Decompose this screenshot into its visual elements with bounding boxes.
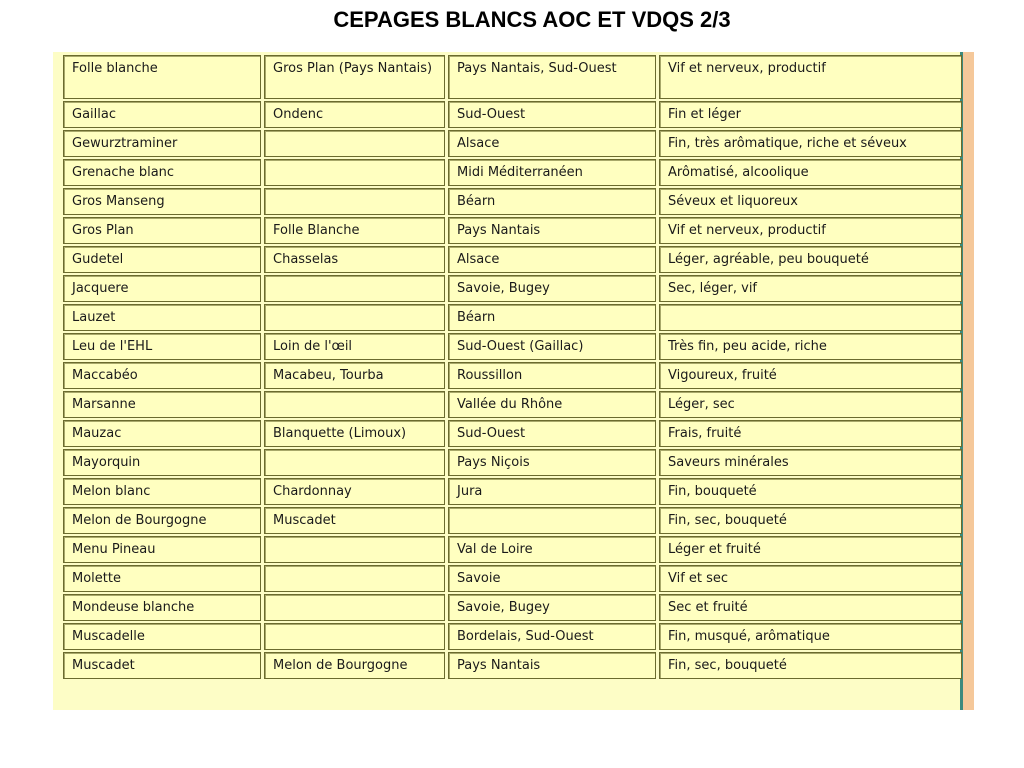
cell-cepage: Grenache blanc [63,159,261,186]
cell-cepage: Mayorquin [63,449,261,476]
cell-synonyme [264,130,445,157]
cell-cepage: Lauzet [63,304,261,331]
table-row [63,391,962,418]
cell-cepage: Gudetel [63,246,261,273]
cell-region: Vallée du Rhône [448,391,656,418]
cell-region: Alsace [448,130,656,157]
cell-region: Pays Nantais [448,217,656,244]
cell-caractere: Fin, très arômatique, riche et séveux [659,130,962,157]
cell-caractere: Séveux et liquoreux [659,188,962,215]
cell-synonyme: Gros Plan (Pays Nantais) [264,55,445,99]
grape-table [60,53,965,681]
cell-cepage: Gros Plan [63,217,261,244]
cell-cepage: Mauzac [63,420,261,447]
cell-region: Val de Loire [448,536,656,563]
cell-synonyme: Chasselas [264,246,445,273]
cell-synonyme [264,449,445,476]
cell-synonyme [264,391,445,418]
cell-cepage: Leu de l'EHL [63,333,261,360]
cell-region: Sud-Ouest [448,420,656,447]
cell-cepage: Marsanne [63,391,261,418]
cell-synonyme: Blanquette (Limoux) [264,420,445,447]
table-row [63,449,962,476]
cell-caractere: Saveurs minérales [659,449,962,476]
cell-synonyme: Macabeu, Tourba [264,362,445,389]
cell-synonyme [264,536,445,563]
table-row [63,623,962,650]
cell-caractere: Léger et fruité [659,536,962,563]
cell-caractere: Léger, agréable, peu bouqueté [659,246,962,273]
cell-region: Pays Niçois [448,449,656,476]
table-row [63,55,962,99]
cell-caractere: Sec et fruité [659,594,962,621]
cell-cepage: Muscadelle [63,623,261,650]
cell-region: Savoie, Bugey [448,594,656,621]
cell-caractere: Très fin, peu acide, riche [659,333,962,360]
cell-cepage: Menu Pineau [63,536,261,563]
cell-region: Pays Nantais [448,652,656,679]
cell-caractere: Vigoureux, fruité [659,362,962,389]
table-row [63,304,962,331]
table-row [63,333,962,360]
cell-caractere: Arômatisé, alcoolique [659,159,962,186]
table-row [63,420,962,447]
cell-cepage: Molette [63,565,261,592]
grape-table-body [63,55,962,679]
cell-caractere: Fin, bouqueté [659,478,962,505]
table-row [63,565,962,592]
cell-region: Béarn [448,304,656,331]
cell-cepage: Melon blanc [63,478,261,505]
cell-region: Sud-Ouest [448,101,656,128]
cell-caractere: Fin, sec, bouqueté [659,507,962,534]
cell-cepage: Melon de Bourgogne [63,507,261,534]
cell-caractere: Frais, fruité [659,420,962,447]
table-row [63,188,962,215]
cell-synonyme: Loin de l'œil [264,333,445,360]
cell-region [448,507,656,534]
cell-region: Béarn [448,188,656,215]
table-row [63,217,962,244]
cell-region: Roussillon [448,362,656,389]
cell-synonyme: Chardonnay [264,478,445,505]
cell-region: Savoie, Bugey [448,275,656,302]
cell-synonyme: Ondenc [264,101,445,128]
cell-cepage: Mondeuse blanche [63,594,261,621]
table-row [63,275,962,302]
cell-caractere: Sec, léger, vif [659,275,962,302]
table-row [63,362,962,389]
cell-caractere: Fin, musqué, arômatique [659,623,962,650]
cell-cepage: Gros Manseng [63,188,261,215]
cell-caractere: Léger, sec [659,391,962,418]
cell-cepage: Gaillac [63,101,261,128]
cell-caractere [659,304,962,331]
cell-cepage: Folle blanche [63,55,261,99]
cell-cepage: Maccabéo [63,362,261,389]
cell-region: Midi Méditerranéen [448,159,656,186]
cell-region: Bordelais, Sud-Ouest [448,623,656,650]
cell-synonyme [264,304,445,331]
cell-cepage: Jacquere [63,275,261,302]
table-row [63,507,962,534]
table-row [63,101,962,128]
cell-synonyme [264,594,445,621]
cell-synonyme [264,159,445,186]
cell-region: Savoie [448,565,656,592]
table-row [63,536,962,563]
table-row [63,594,962,621]
cell-synonyme: Muscadet [264,507,445,534]
cell-cepage: Muscadet [63,652,261,679]
cell-caractere: Vif et nerveux, productif [659,55,962,99]
cell-region: Pays Nantais, Sud-Ouest [448,55,656,99]
table-row [63,246,962,273]
table-row [63,130,962,157]
cell-synonyme [264,623,445,650]
table-row [63,652,962,679]
cell-caractere: Vif et nerveux, productif [659,217,962,244]
cell-synonyme [264,188,445,215]
cell-caractere: Vif et sec [659,565,962,592]
cell-caractere: Fin et léger [659,101,962,128]
cell-region: Alsace [448,246,656,273]
cell-synonyme [264,275,445,302]
cell-cepage: Gewurztraminer [63,130,261,157]
cell-region: Sud-Ouest (Gaillac) [448,333,656,360]
table-row [63,159,962,186]
cell-synonyme: Folle Blanche [264,217,445,244]
page-title: CEPAGES BLANCS AOC ET VDQS 2/3 [333,7,731,32]
cell-synonyme [264,565,445,592]
table-row [63,478,962,505]
cell-synonyme: Melon de Bourgogne [264,652,445,679]
cell-caractere: Fin, sec, bouqueté [659,652,962,679]
cell-region: Jura [448,478,656,505]
